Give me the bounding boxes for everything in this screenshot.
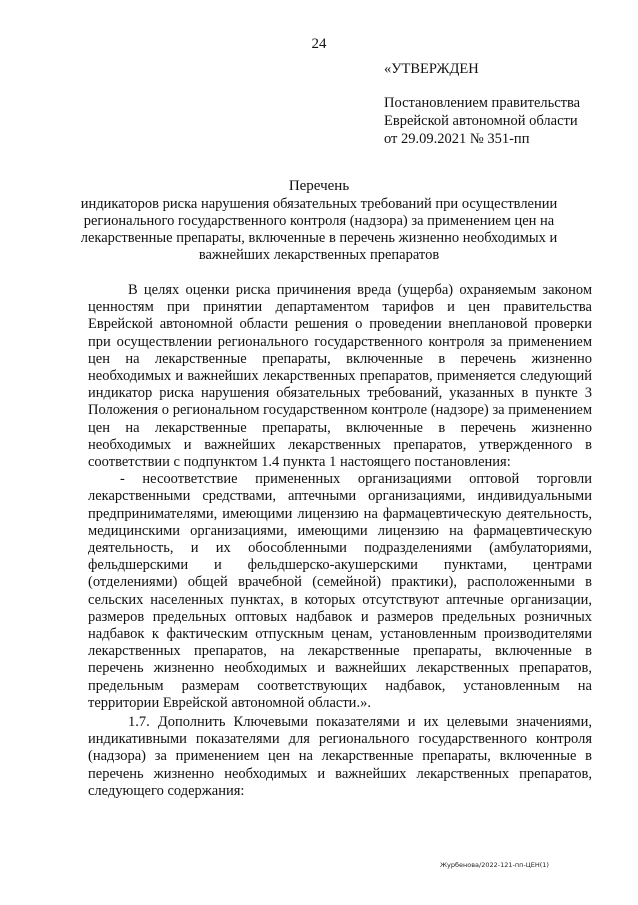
approval-block: [384, 60, 624, 148]
approval-heading: «УТВЕРЖДЕН: [384, 61, 479, 77]
paragraph-1-7: 1.7. Дополнить Ключевыми показателями и их целевыми значениями, индикативными показателями для регионального государственного контроля (надзора) за применением цен на лекарственные препараты, включенные в перечень жизненно необходимых и важнейших лекарственных препаратов, следующего содержания:: [88, 714, 592, 799]
document-subtitle: индикаторов риска нарушения обязательных требований при осуществлении регионального государственного контроля (надзора) за применением цен на лекарственные препараты, включенные в перечень жизненно необходимых и важнейших лекарственных препаратов: [80, 196, 558, 263]
approval-line-3: от 29.09.2021 № 351-пп: [384, 131, 530, 147]
document-footer: Журбенова/2022-121-пп-ЦЕН(1): [440, 861, 549, 869]
approval-line-1: Постановлением правительства: [384, 95, 581, 111]
paragraph-indicator: - несоответствие примененных организациями оптовой торговли лекарственными средствами, аптечными организациями, индивидуальными предпринимателями, имеющими лицензию на фармацевтическую деятельность, медицинскими организациями, имеющими лицензию на фармацевтическую деятельность, и их обособленными подразделениями (амбулаториями, фельдшерскими и фельдшерско-акушерскими пунктами, центрами (отделениями) общей врачебной (семейной) практики), расположенными в сельских населенных пунктах, в которых отсутствуют аптечные организации, размеров предельных оптовых надбавок и размеров предельных розничных надбавок к фактическим отпускным ценам, установленным производителями лекарственных препаратов, на лекарственные препараты, включенные в перечень жизненно необходимых и важнейших лекарственных препаратов, предельным размерам соответствующих надбавок, установленным на территории Еврейской автономной области.».: [88, 471, 592, 711]
document-title: Перечень: [288, 178, 350, 194]
page-number: 24: [311, 36, 327, 52]
paragraph-intro: В целях оценки риска причинения вреда (ущерба) охраняемым законом ценностям при принятии департаментом тарифов и цен правительства Еврейской автономной области решения о проведении внеплановой проверки при осуществлении регионального государственного контроля за применением цен на лекарственные препараты, включенные в перечень жизненно необходимых и важнейших лекарственных препаратов, применяется следующий индикатор риска нарушения обязательных требований, указанных в пункте 3 Положения о региональном государственном контроле (надзоре) за применением цен на лекарственные препараты, включенные в перечень жизненно необходимых и важнейших лекарственных препаратов, утвержденного в соответствии с подпунктом 1.4 пункта 1 настоящего постановления:: [88, 282, 592, 471]
approval-line-2: Еврейской автономной области: [384, 113, 578, 129]
document-body: [88, 282, 592, 800]
